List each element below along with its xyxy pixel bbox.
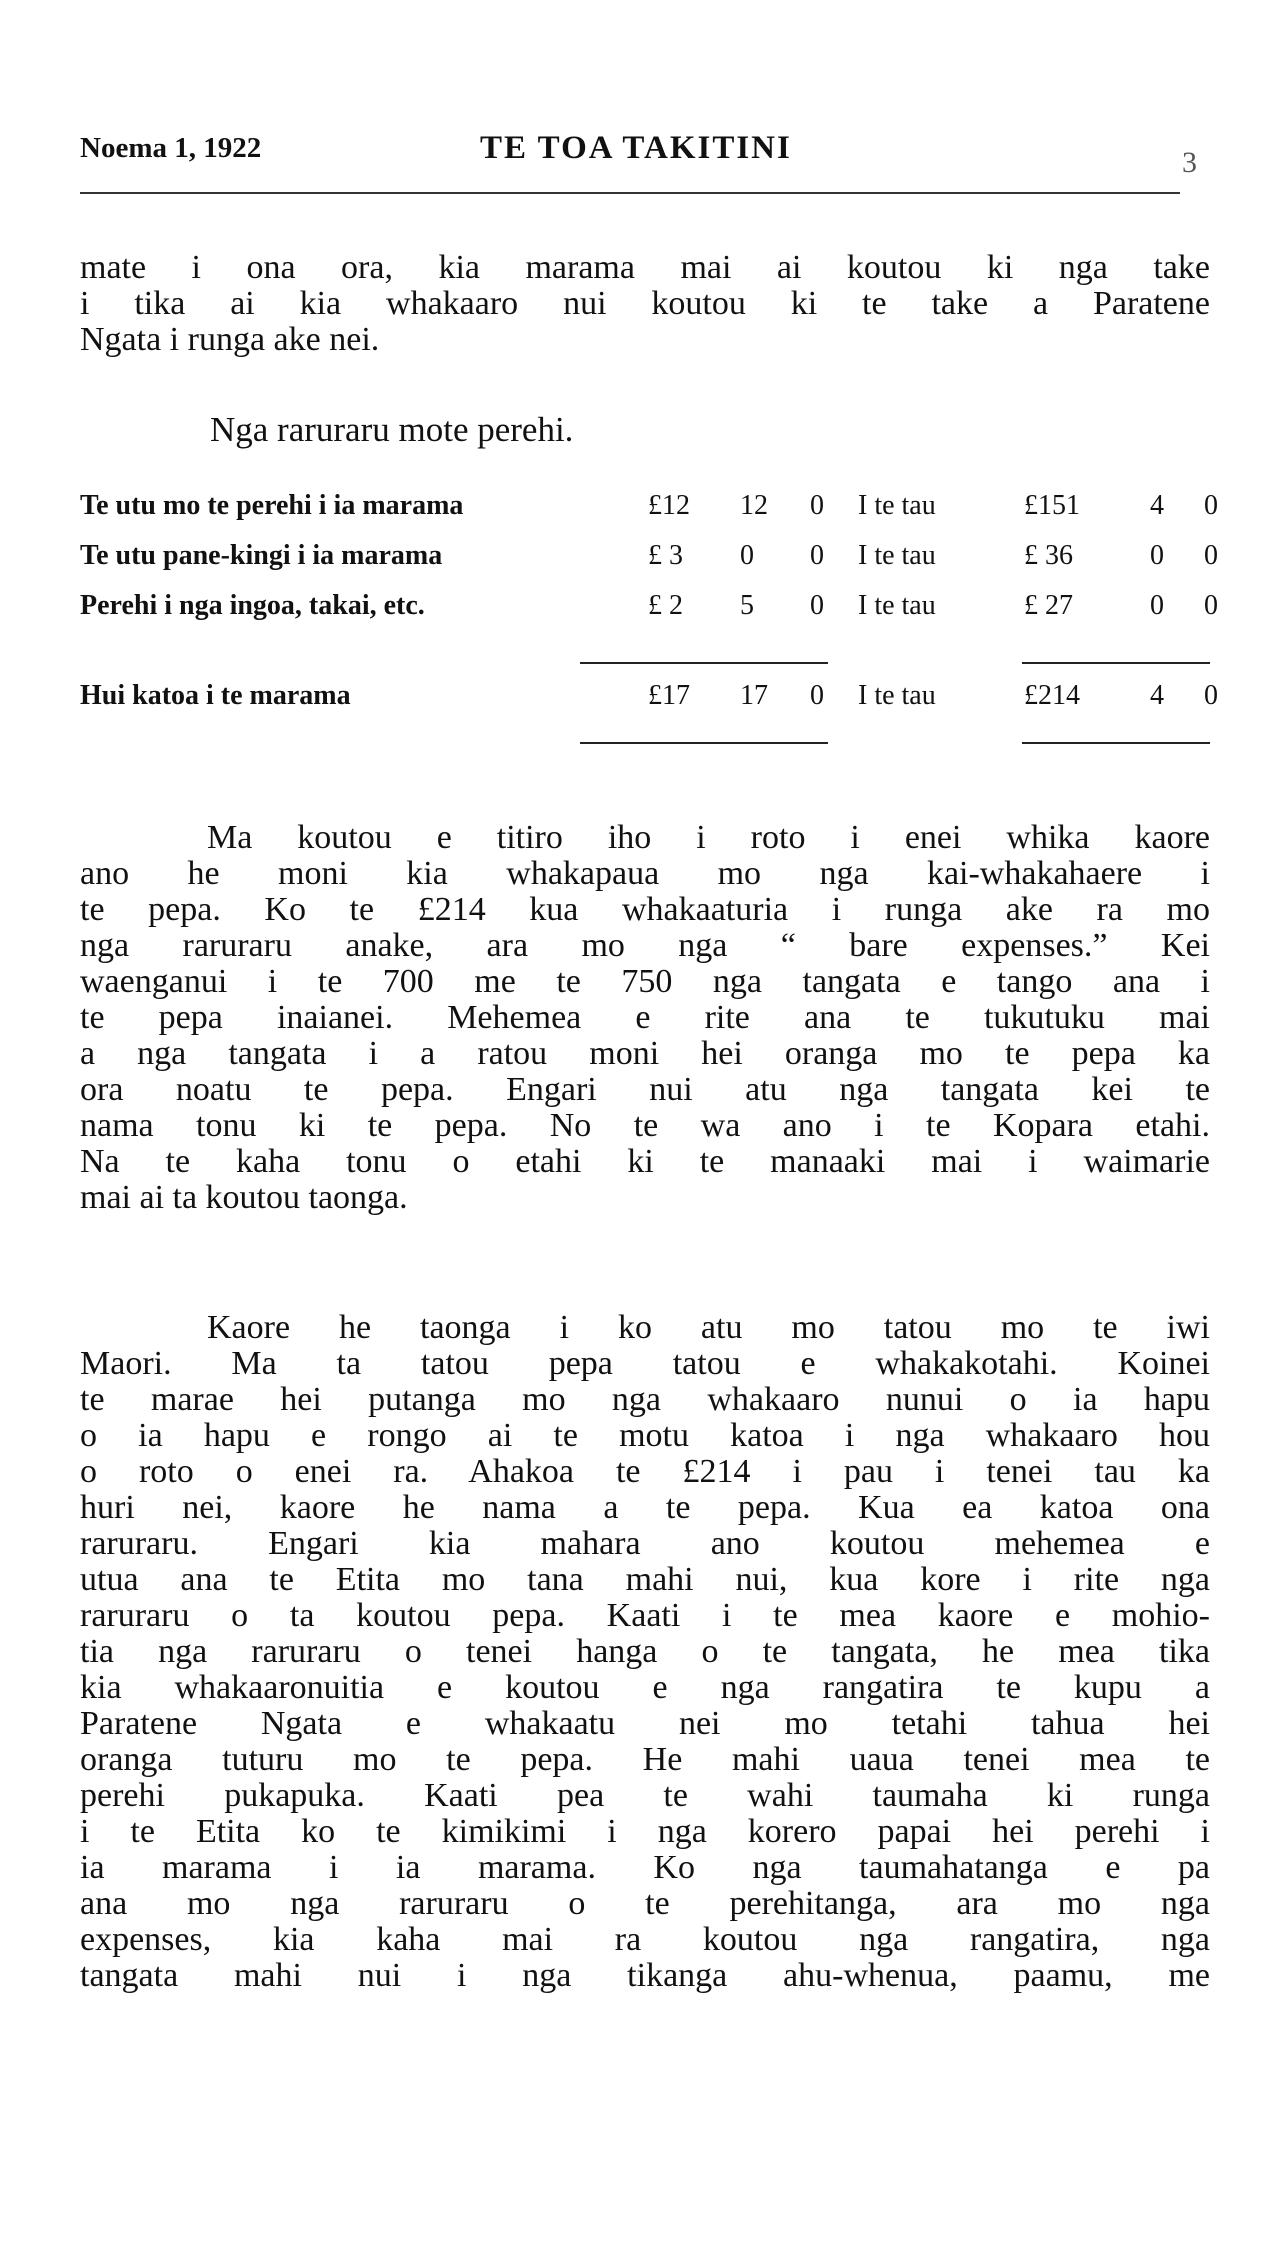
text-line: waenganui i te 700 me te 750 nga tangata e tango ana i: [80, 964, 1210, 1000]
text-line: raruraru o ta koutou pepa. Kaati i te mea kaore e mohio-: [80, 1598, 1210, 1634]
monthly-pounds: £ 3: [648, 540, 683, 571]
table-row: [80, 488, 1218, 524]
text-line: Ma koutou e titiro iho i roto i enei whika kaore: [207, 820, 1210, 856]
text-line: ora noatu te pepa. Engari nui atu nga tangata kei te: [80, 1072, 1210, 1108]
yearly-pence: 0: [1204, 490, 1218, 521]
text-line: Kaore he taonga i ko atu mo tatou mo te iwi: [207, 1310, 1210, 1346]
per-year-label: I te tau: [858, 680, 936, 711]
header-rule: [80, 192, 1180, 194]
row-label: Perehi i nga ingoa, takai, etc.: [80, 590, 425, 621]
text-line: tangata mahi nui i nga tikanga ahu-whenua, paamu, me: [80, 1958, 1210, 1994]
text-line: utua ana te Etita mo tana mahi nui, kua kore i rite nga: [80, 1562, 1210, 1598]
monthly-pounds: £12: [648, 490, 690, 521]
text-line: te pepa. Ko te £214 kua whakaaturia i runga ake ra mo: [80, 892, 1210, 928]
sum-rule: [1022, 662, 1210, 664]
row-label: Te utu mo te perehi i ia marama: [80, 490, 464, 521]
text-line: mai ai ta koutou taonga.: [80, 1180, 408, 1216]
text-line: Na te kaha tonu o etahi ki te manaaki mai i waimarie: [80, 1144, 1210, 1180]
text-line: o ia hapu e rongo ai te motu katoa i nga whakaaro hou: [80, 1418, 1210, 1454]
page-number: 3: [1182, 146, 1197, 179]
yearly-pounds: £ 27: [1024, 590, 1073, 621]
total-label: Hui katoa i te marama: [80, 680, 351, 711]
paragraph-opening: [80, 250, 1210, 358]
text-line: mate i ona ora, kia marama mai ai koutou ki nga take: [80, 250, 1210, 286]
monthly-pence: 0: [810, 590, 824, 621]
table-row: [80, 538, 1218, 574]
publication-title: TE TOA TAKITINI: [480, 130, 792, 166]
text-line: kia whakaaronuitia e koutou e nga rangatira te kupu a: [80, 1670, 1210, 1706]
table-total-row: [80, 678, 1218, 714]
text-line: tia nga raruraru o tenei hanga o te tangata, he mea tika: [80, 1634, 1210, 1670]
text-line: ia marama i ia marama. Ko nga taumahatanga e pa: [80, 1850, 1210, 1886]
paragraph-taonga: [80, 1310, 1210, 1994]
running-header: [80, 130, 1200, 179]
text-line: i te Etita ko te kimikimi i nga korero papai hei perehi i: [80, 1814, 1210, 1850]
monthly-shillings: 0: [740, 540, 754, 571]
text-line: raruraru. Engari kia mahara ano koutou mehemea e: [80, 1526, 1210, 1562]
total-yearly-shillings: 4: [1150, 680, 1164, 711]
text-line: nga raruraru anake, ara mo nga “ bare expenses.” Kei: [80, 928, 1210, 964]
total-monthly-pence: 0: [810, 680, 824, 711]
per-year-label: I te tau: [858, 490, 936, 521]
text-line: te pepa inaianei. Mehemea e rite ana te tukutuku mai: [80, 1000, 1210, 1036]
text-line: ana mo nga raruraru o te perehitanga, ara mo nga: [80, 1886, 1210, 1922]
text-line: Maori. Ma ta tatou pepa tatou e whakakotahi. Koinei: [80, 1346, 1210, 1382]
total-rule: [1022, 742, 1210, 744]
yearly-shillings: 0: [1150, 540, 1164, 571]
section-heading: Nga raruraru mote perehi.: [210, 410, 574, 449]
text-line: huri nei, kaore he nama a te pepa. Kua ea katoa ona: [80, 1490, 1210, 1526]
text-line: i tika ai kia whakaaro nui koutou ki te take a Paratene: [80, 286, 1210, 322]
total-monthly-shillings: 17: [740, 680, 768, 711]
monthly-pence: 0: [810, 490, 824, 521]
yearly-pounds: £ 36: [1024, 540, 1073, 571]
sum-rule: [580, 662, 828, 664]
monthly-pounds: £ 2: [648, 590, 683, 621]
yearly-pence: 0: [1204, 590, 1218, 621]
text-line: ano he moni kia whakapaua mo nga kai-whakahaere i: [80, 856, 1210, 892]
text-line: o roto o enei ra. Ahakoa te £214 i pau i tenei tau ka: [80, 1454, 1210, 1490]
monthly-shillings: 12: [740, 490, 768, 521]
monthly-pence: 0: [810, 540, 824, 571]
per-year-label: I te tau: [858, 590, 936, 621]
text-line: oranga tuturu mo te pepa. He mahi uaua tenei mea te: [80, 1742, 1210, 1778]
row-label: Te utu pane-kingi i ia marama: [80, 540, 443, 571]
text-line: perehi pukapuka. Kaati pea te wahi taumaha ki runga: [80, 1778, 1210, 1814]
table-row: [80, 588, 1218, 624]
total-yearly-pence: 0: [1204, 680, 1218, 711]
text-line: te marae hei putanga mo nga whakaaro nunui o ia hapu: [80, 1382, 1210, 1418]
yearly-pence: 0: [1204, 540, 1218, 571]
total-monthly-pounds: £17: [648, 680, 690, 711]
yearly-shillings: 4: [1150, 490, 1164, 521]
paragraph-figures: [80, 820, 1210, 1216]
yearly-pounds: £151: [1024, 490, 1080, 521]
text-line: Ngata i runga ake nei.: [80, 322, 380, 358]
text-line: nama tonu ki te pepa. No te wa ano i te Kopara etahi.: [80, 1108, 1210, 1144]
text-line: expenses, kia kaha mai ra koutou nga rangatira, nga: [80, 1922, 1210, 1958]
text-line: Paratene Ngata e whakaatu nei mo tetahi tahua hei: [80, 1706, 1210, 1742]
monthly-shillings: 5: [740, 590, 754, 621]
text-line: a nga tangata i a ratou moni hei oranga mo te pepa ka: [80, 1036, 1210, 1072]
yearly-shillings: 0: [1150, 590, 1164, 621]
per-year-label: I te tau: [858, 540, 936, 571]
issue-date: Noema 1, 1922: [80, 132, 262, 164]
total-yearly-pounds: £214: [1024, 680, 1080, 711]
total-rule: [580, 742, 828, 744]
